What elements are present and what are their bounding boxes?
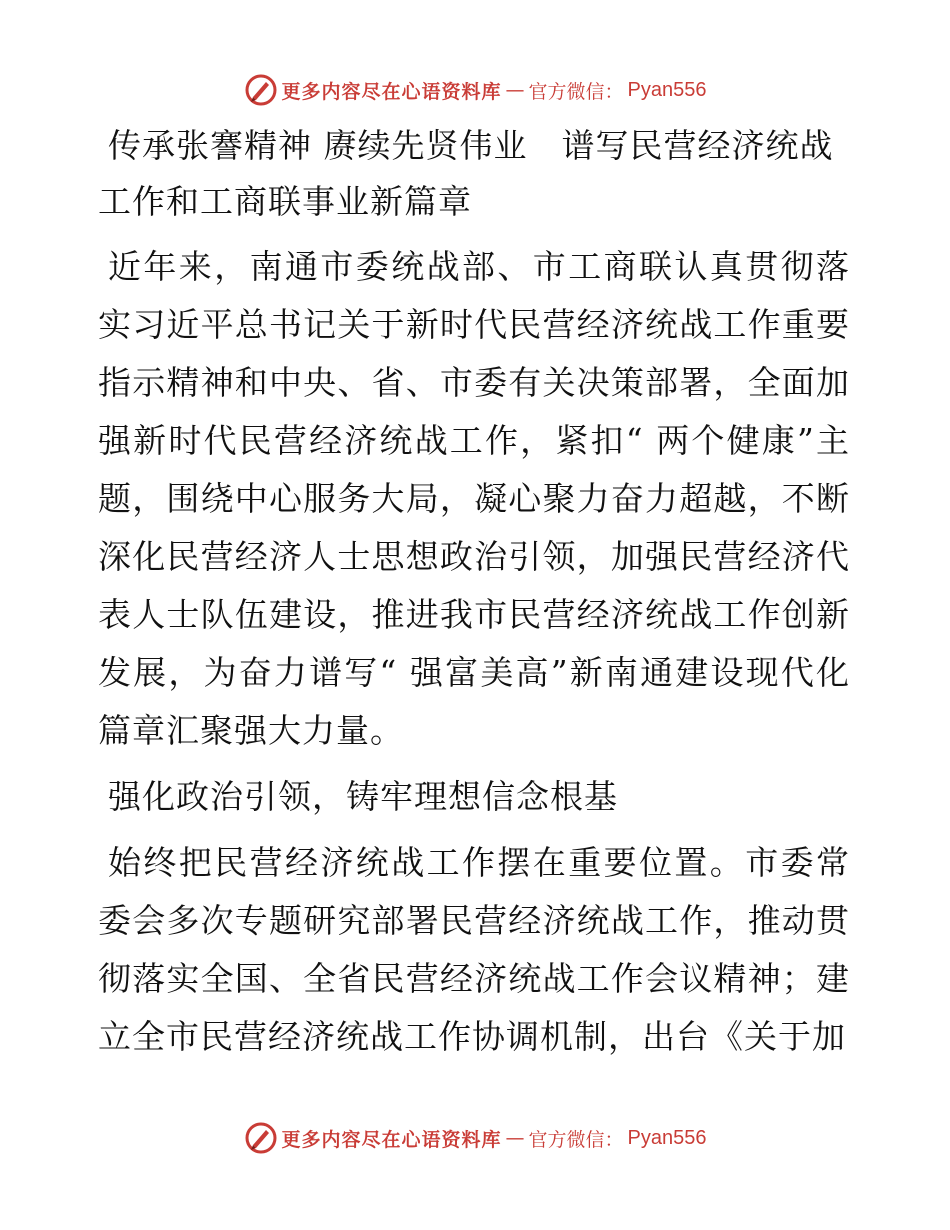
watermark-separator: —	[505, 79, 525, 101]
document-body	[98, 118, 850, 1074]
watermark-main-text: 更多内容尽在心语资料库	[281, 1128, 502, 1151]
watermark-main-text: 更多内容尽在心语资料库	[281, 80, 502, 103]
document-title: 传承张謇精神 赓续先贤伟业 谱写民营经济统战工作和工商联事业新篇章	[98, 126, 834, 221]
watermark-account: Pyan556	[627, 78, 707, 101]
pen-circle-logo-icon	[244, 1121, 278, 1155]
watermark-label: 官方微信：	[528, 1128, 624, 1151]
pen-circle-logo-icon	[244, 73, 278, 107]
watermark-label: 官方微信：	[528, 80, 624, 103]
page-footer-watermark	[0, 1118, 950, 1158]
paragraph-intro: 近年来，南通市委统战部、市工商联认真贯彻落实习近平总书记关于新时代民营经济统战工作重要指示精神和中央、省、市委有关决策部署，全面加强新时代民营经济统战工作，紧扣“ 两个健康”主题，围绕中心服务大局，凝心聚力奋力超越，不断深化民营经济人士思想政治引领，加强民营经济代表人士队伍建设，推进我市民营经济统战工作创新发展，为奋力谱写“ 强富美高”新南通建设现代化篇章汇聚强大力量。	[98, 247, 850, 750]
watermark-separator: —	[505, 1127, 525, 1149]
paragraph-section: 始终把民营经济统战工作摆在重要位置。市委常委会多次专题研究部署民营经济统战工作，推动贯彻落实全国、全省民营经济统战工作会议精神；建立全市民营经济统战工作协调机制，出台《关于加	[98, 843, 850, 1056]
section-heading: 强化政治引领，铸牢理想信念根基	[108, 777, 618, 816]
page-header-watermark	[0, 70, 950, 110]
watermark-account: Pyan556	[627, 1126, 707, 1149]
